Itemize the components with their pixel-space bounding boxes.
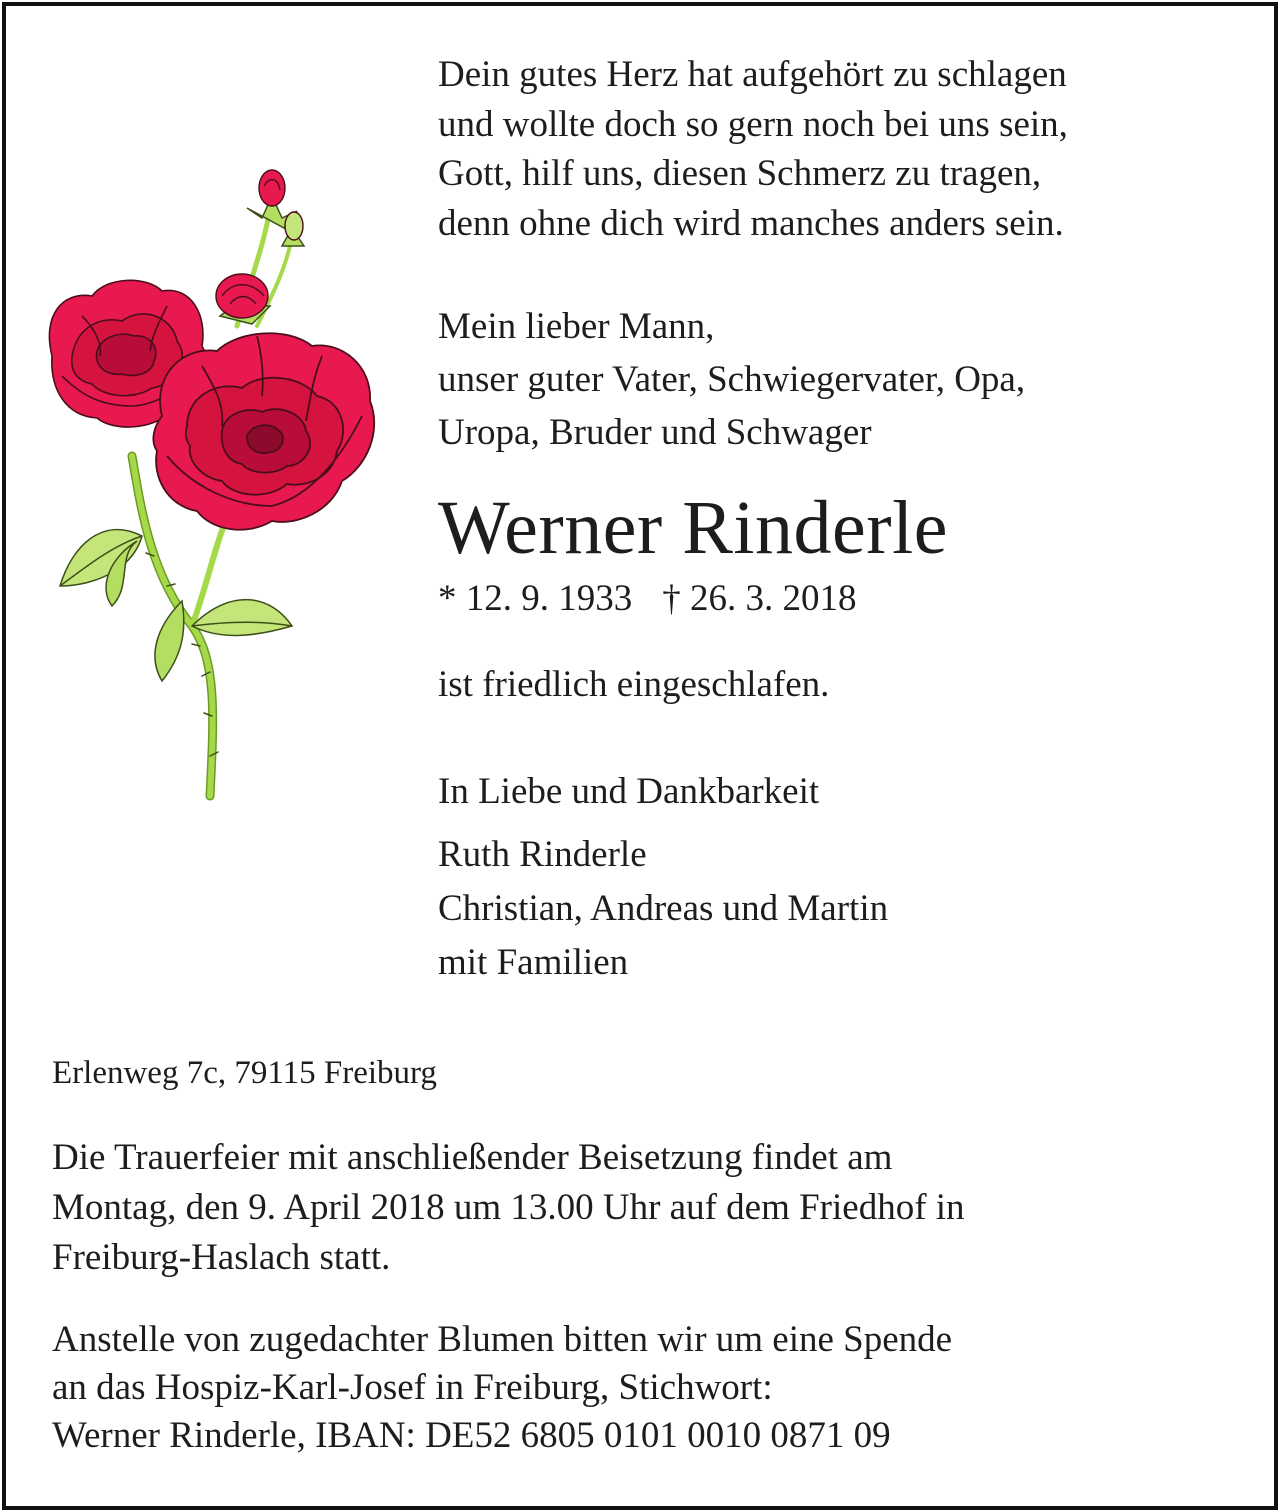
poem-line: und wollte doch so gern noch bei uns sein, [438,103,1068,145]
mourner-line: Ruth Rinderle [438,834,647,875]
intro-line: unser guter Vater, Schwiegervater, Opa, [438,359,1026,400]
ceremony-line: Die Trauerfeier mit anschließender Beisetzung findet am [52,1137,893,1178]
poem-line: denn ohne dich wird manches anders sein. [438,202,1064,244]
poem [438,50,1068,248]
poem-line: Dein gutes Herz hat aufgehört zu schlagen [438,54,1067,95]
donation-line: Werner Rinderle, IBAN: DE52 6805 0101 0010 0871 09 [52,1415,891,1456]
obituary-notice [2,2,1278,1510]
donation-info [52,1316,952,1460]
rose-icon [42,156,382,806]
deceased-name: Werner Rinderle [438,486,948,570]
mourner-line: Christian, Andreas und Martin [438,888,889,929]
intro-line: Mein lieber Mann, [438,306,715,347]
ceremony-info [52,1133,965,1283]
donation-line: an das Hospiz-Karl-Josef in Freiburg, Stichwort: [52,1367,773,1408]
passed-text: ist friedlich eingeschlafen. [438,664,830,705]
birth-date: * 12. 9. 1933 [438,578,633,619]
mourners [438,828,888,990]
ceremony-line: Freiburg-Haslach statt. [52,1237,391,1278]
closing-phrase: In Liebe und Dankbarkeit [438,771,820,812]
death-date: † 26. 3. 2018 [662,578,857,619]
poem-line: Gott, hilf uns, diesen Schmerz zu tragen, [438,153,1042,194]
ceremony-line: Montag, den 9. April 2018 um 13.00 Uhr auf dem Friedhof in [52,1187,965,1228]
intro-text [438,300,1025,459]
donation-line: Anstelle von zugedachter Blumen bitten wir um eine Spende [52,1319,953,1360]
address: Erlenweg 7c, 79115 Freiburg [52,1055,437,1091]
life-dates [438,574,857,624]
intro-line: Uropa, Bruder und Schwager [438,412,872,453]
mourner-line: mit Familien [438,942,629,983]
